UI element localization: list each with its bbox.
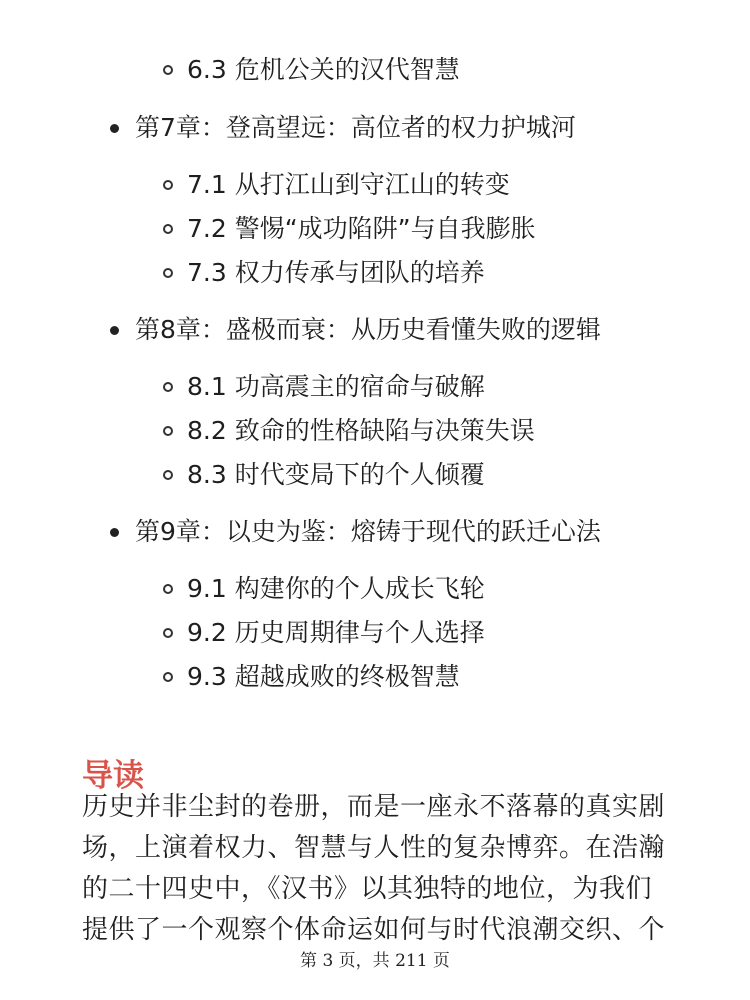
intro-paragraph — [82, 787, 682, 951]
toc-item-text: 第9章：以史为鉴：熔铸于现代的跃迁心法 — [135, 517, 601, 546]
toc-item-text: 7.3 权力传承与团队的培养 — [187, 258, 485, 287]
toc-section-7-2[interactable] — [163, 212, 536, 246]
paragraph-line: 场，上演着权力、智慧与人性的复杂博弈。在浩瀚 — [82, 833, 666, 863]
toc-chapter-9[interactable] — [110, 515, 601, 549]
toc-item-text: 6.3 危机公关的汉代智慧 — [187, 55, 460, 84]
circle-bullet-icon — [163, 65, 173, 75]
toc-section-6-3[interactable] — [163, 53, 460, 87]
section-heading: 导读 — [82, 757, 144, 794]
toc-item-text: 第8章：盛极而衰：从历史看懂失败的逻辑 — [135, 315, 601, 344]
toc-item-text: 8.2 致命的性格缺陷与决策失误 — [187, 416, 535, 445]
paragraph-line: 提供了一个观察个体命运如何与时代浪潮交织、个 — [82, 915, 666, 945]
toc-section-7-3[interactable] — [163, 256, 485, 290]
circle-bullet-icon — [163, 382, 173, 392]
disc-bullet-icon — [110, 326, 119, 335]
circle-bullet-icon — [163, 268, 173, 278]
toc-section-9-1[interactable] — [163, 572, 485, 606]
circle-bullet-icon — [163, 426, 173, 436]
disc-bullet-icon — [110, 124, 119, 133]
paragraph-line: 历史并非尘封的卷册，而是一座永不落幕的真实剧 — [82, 792, 666, 822]
toc-item-text: 7.2 警惕“成功陷阱”与自我膨胀 — [187, 214, 536, 243]
toc-section-9-3[interactable] — [163, 660, 460, 694]
toc-item-text: 8.1 功高震主的宿命与破解 — [187, 372, 485, 401]
toc-item-text: 8.3 时代变局下的个人倾覆 — [187, 460, 485, 489]
toc-section-7-1[interactable] — [163, 168, 510, 202]
circle-bullet-icon — [163, 224, 173, 234]
circle-bullet-icon — [163, 180, 173, 190]
circle-bullet-icon — [163, 672, 173, 682]
toc-section-8-3[interactable] — [163, 458, 485, 492]
toc-chapter-7[interactable] — [110, 111, 576, 145]
disc-bullet-icon — [110, 528, 119, 537]
toc-item-text: 9.1 构建你的个人成长飞轮 — [187, 574, 485, 603]
paragraph-line: 的二十四史中，《汉书》以其独特的地位，为我们 — [82, 874, 653, 904]
toc-item-text: 9.2 历史周期律与个人选择 — [187, 618, 485, 647]
toc-section-9-2[interactable] — [163, 616, 485, 650]
toc-section-8-2[interactable] — [163, 414, 535, 448]
page-number-footer: 第 3 页，共 211 页 — [300, 951, 450, 971]
circle-bullet-icon — [163, 470, 173, 480]
toc-item-text: 第7章：登高望远：高位者的权力护城河 — [135, 113, 576, 142]
toc-item-text: 9.3 超越成败的终极智慧 — [187, 662, 460, 691]
circle-bullet-icon — [163, 628, 173, 638]
toc-section-8-1[interactable] — [163, 370, 485, 404]
toc-item-text: 7.1 从打江山到守江山的转变 — [187, 170, 510, 199]
toc-chapter-8[interactable] — [110, 313, 601, 347]
circle-bullet-icon — [163, 584, 173, 594]
